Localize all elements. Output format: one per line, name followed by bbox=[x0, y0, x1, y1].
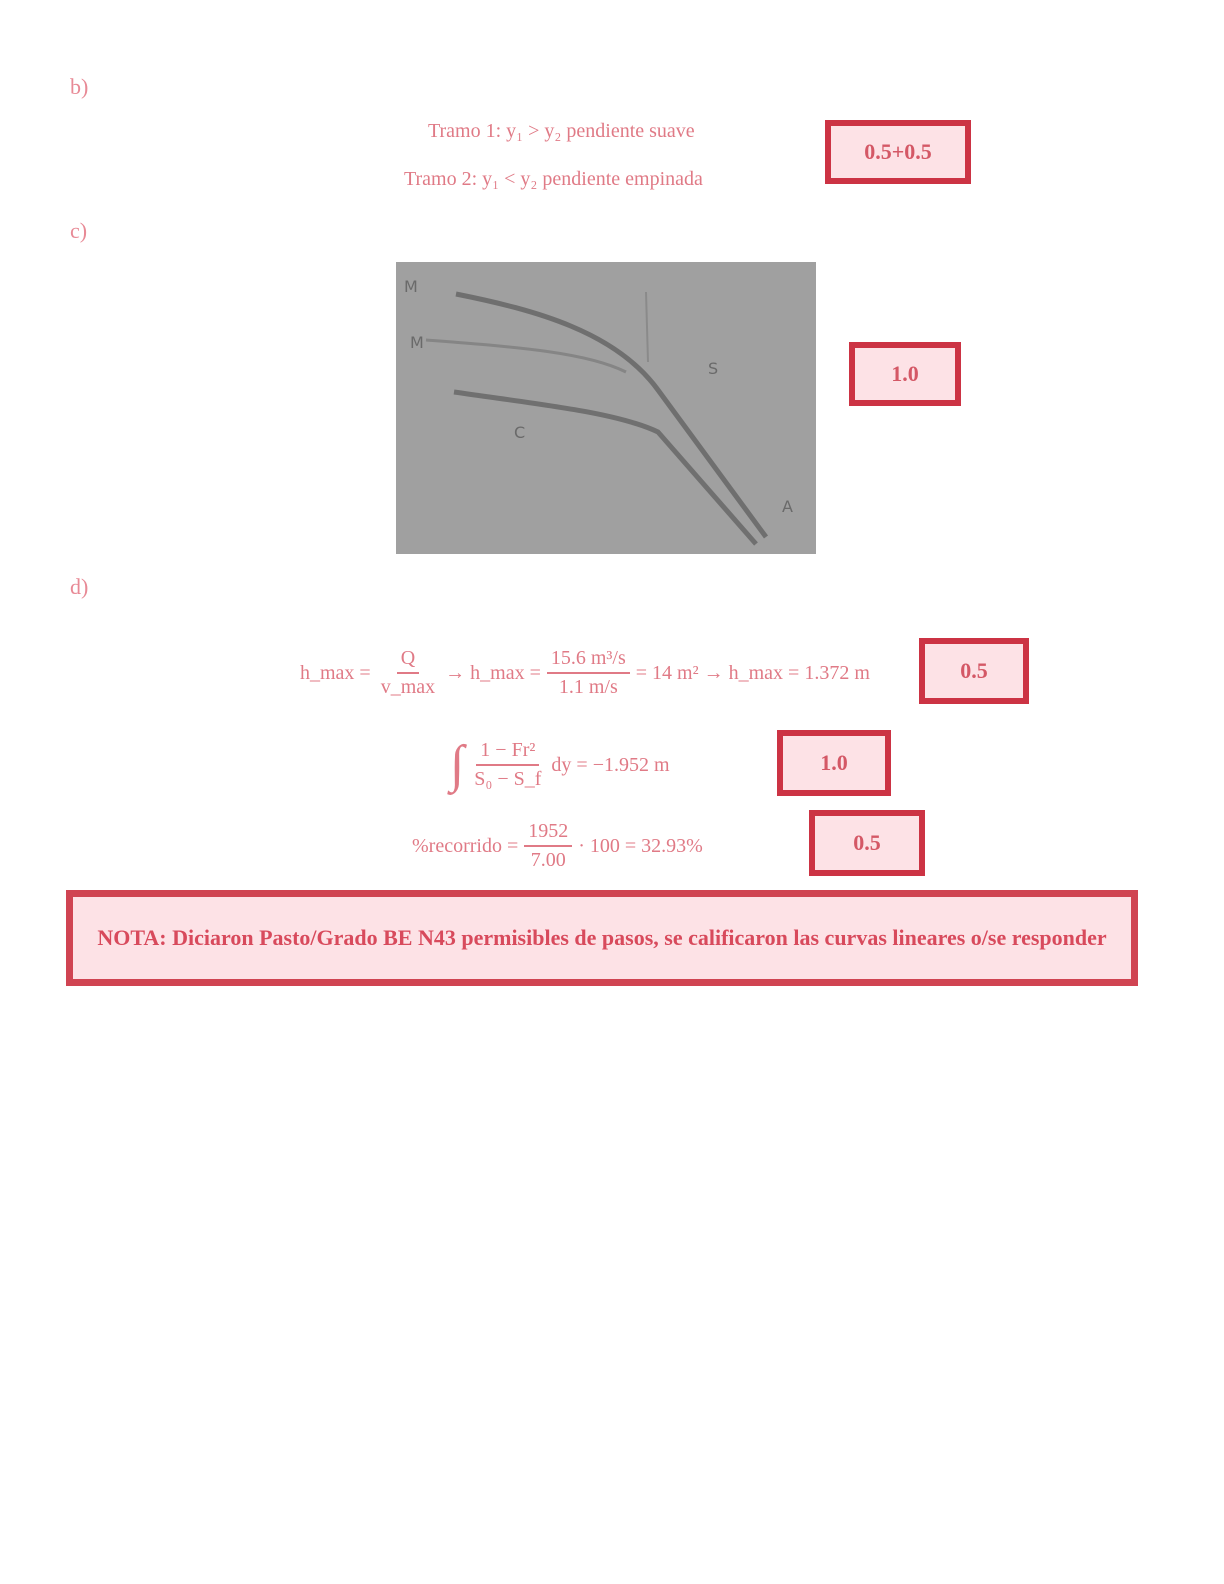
eq3-lhs: %recorrido = bbox=[412, 834, 519, 857]
eq3-frac-num: 1952 bbox=[524, 820, 572, 847]
section-c-label: c) bbox=[70, 218, 88, 243]
score-box-d2: 1.0 bbox=[777, 730, 891, 796]
eq1-fraction-2 bbox=[547, 647, 630, 699]
sketch-label-3: S bbox=[708, 359, 719, 378]
score-box-b: 0.5+0.5 bbox=[825, 120, 971, 184]
sketch-photo bbox=[396, 262, 816, 554]
score-box-c: 1.0 bbox=[849, 342, 961, 406]
eq1-frac2-num: 15.6 m³/s bbox=[547, 647, 630, 674]
sketch-label-5: A bbox=[782, 497, 793, 516]
integral-sign: ∫ bbox=[450, 736, 465, 793]
eq1-rhs: = 14 m² → h_max = 1.372 m bbox=[635, 661, 870, 684]
equation-percent bbox=[412, 814, 703, 878]
eq3-fraction bbox=[524, 820, 572, 872]
sketch-drawing bbox=[396, 262, 816, 554]
section-b-label: b) bbox=[70, 74, 89, 99]
eq1-frac2-den: 1.1 m/s bbox=[558, 676, 618, 698]
eq2-rhs: dy = −1.952 m bbox=[551, 753, 670, 776]
score-box-d3: 0.5 bbox=[809, 810, 925, 876]
eq2-frac-den: S₀ − S_f bbox=[474, 768, 542, 790]
sketch-label-4: C bbox=[514, 423, 526, 442]
eq2-frac-num: 1 − Fr² bbox=[476, 739, 539, 766]
eq2-fraction bbox=[470, 739, 545, 791]
sketch-label-2: M bbox=[410, 333, 424, 352]
eq1-fraction-1 bbox=[377, 647, 439, 699]
grading-note: NOTA: Diciaron Pasto/Grado BE N43 permisibles de pasos, se calificaron las curvas lineares o/se responder bbox=[66, 890, 1138, 986]
score-box-d1: 0.5 bbox=[919, 638, 1029, 704]
eq1-lhs: h_max = bbox=[300, 661, 371, 684]
equation-hmax bbox=[300, 630, 870, 716]
part-b-line1: Tramo 1: y₁ > y₂ pendiente suave bbox=[428, 120, 695, 142]
eq3-rhs: · 100 = 32.93% bbox=[578, 834, 703, 857]
eq1-frac1-den: v_max bbox=[380, 676, 436, 698]
eq1-frac1-num: Q bbox=[397, 647, 419, 674]
section-d-label: d) bbox=[70, 574, 89, 599]
eq3-frac-den: 7.00 bbox=[530, 849, 566, 871]
part-b-line2: Tramo 2: y₁ < y₂ pendiente empinada bbox=[404, 168, 703, 190]
sketch-label-1: M bbox=[404, 277, 418, 296]
equation-integral bbox=[450, 730, 670, 800]
eq1-mid: → h_max = bbox=[445, 661, 541, 684]
